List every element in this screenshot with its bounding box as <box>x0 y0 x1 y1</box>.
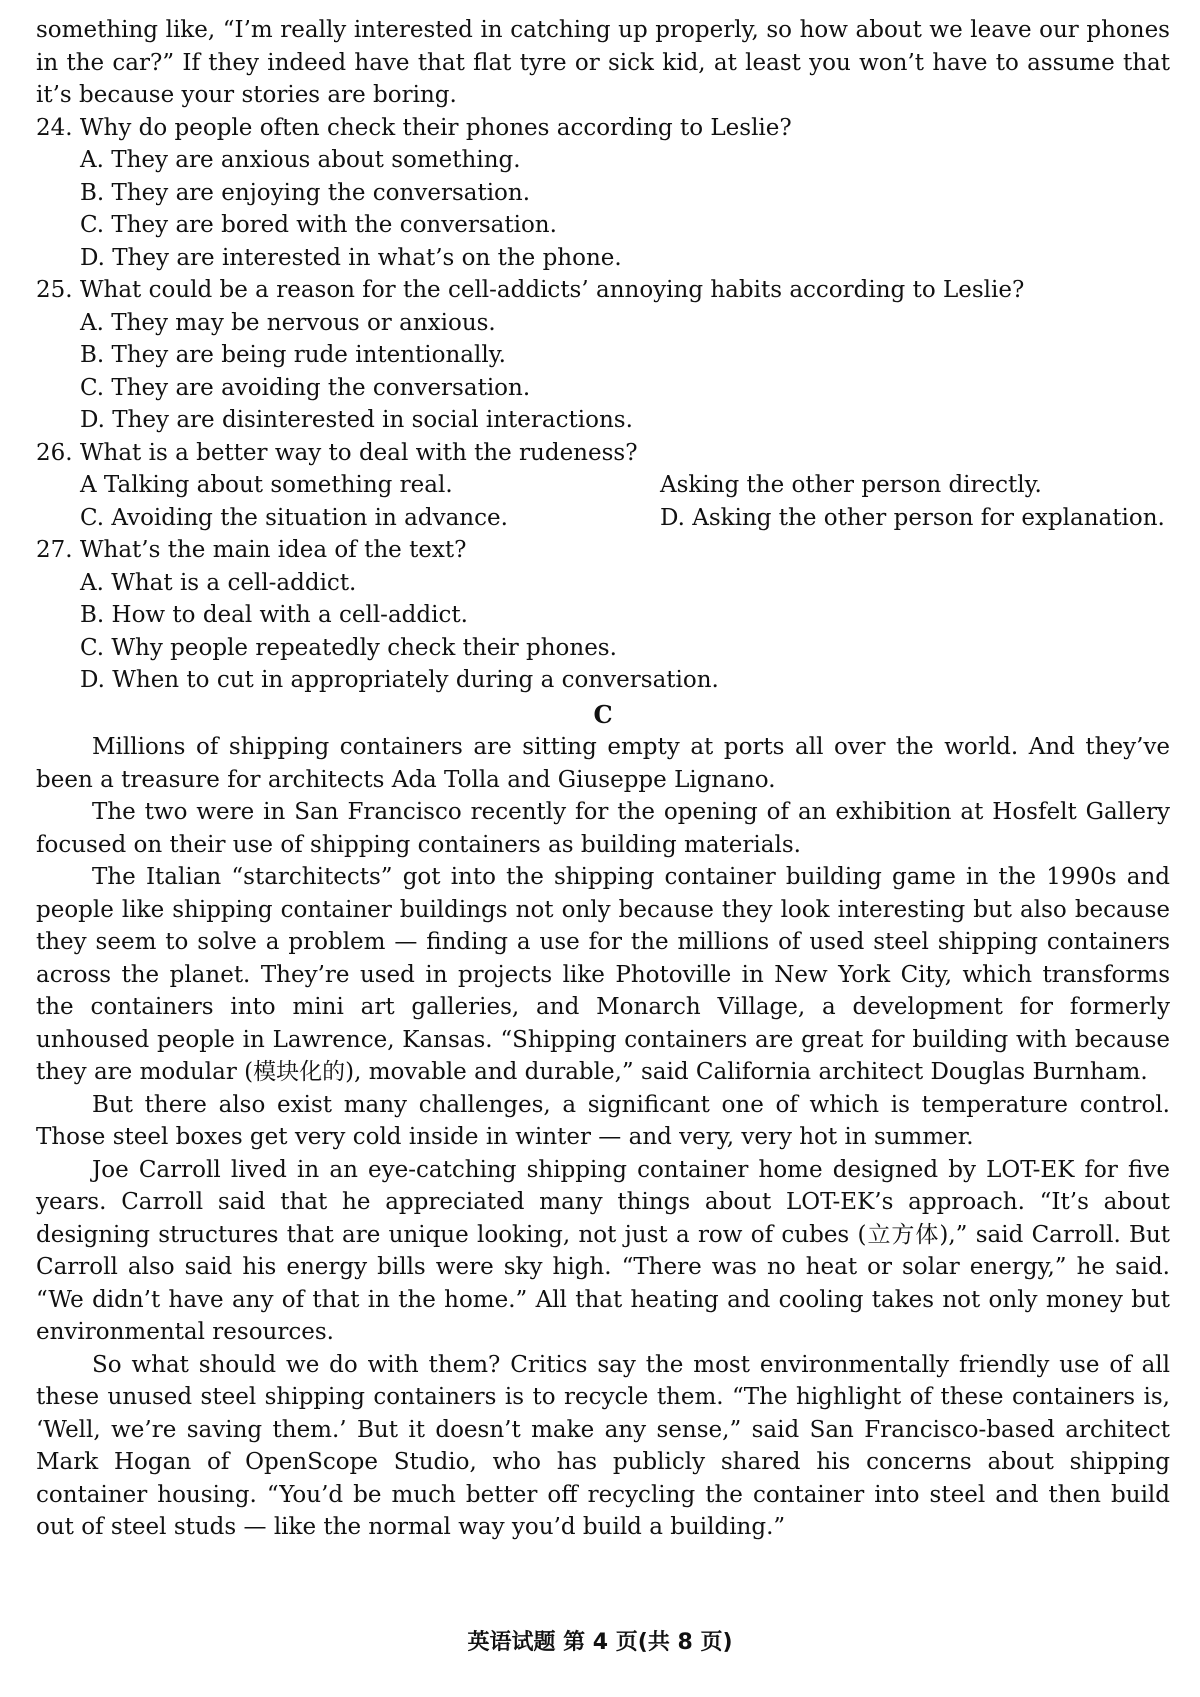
option-c: C. Why people repeatedly check their phones. <box>80 634 617 661</box>
option-b: B. How to deal with a cell-addict. <box>80 602 468 628</box>
question-stem: 27. What’s the main idea of the text? <box>36 537 467 563</box>
option-a: A. They may be nervous or anxious. <box>80 309 496 336</box>
option-b: Asking the other person directly. <box>660 472 1042 498</box>
option-d: D. They are disinterested in social interactions. <box>80 407 633 433</box>
option-c: C. They are bored with the conversation. <box>80 212 557 238</box>
options-row-1 <box>80 469 1170 502</box>
question-stem: 25. What could be a reason for the cell-addicts’ annoying habits according to Leslie? <box>36 277 1025 303</box>
passage-paragraph: Millions of shipping containers are sitting empty at ports all over the world. And they’ve been a treasure for architects Ada Tolla and Giuseppe Lignano. <box>36 734 1170 793</box>
option-c: C. Avoiding the situation in advance. <box>80 504 508 531</box>
passage-paragraph: But there also exist many challenges, a significant one of which is temperature control. Those steel boxes get very cold inside in winter — and very, very hot in summer. <box>36 1091 1170 1150</box>
passage-paragraph: Joe Carroll lived in an eye-catching shipping container home designed by LOT-EK for five years. Carroll said that he appreciated many things about LOT-EK’s approach. “It’s about designing structures that are unique looking, not just a row of cubes (立方体),” said Carroll. But Carroll also said his energy bills were sky high. “There was no heat or solar energy,” he said. “We didn’t have any of that in the home.” All that heating and cooling takes not only money but environmental resources. <box>36 1156 1170 1345</box>
passage-paragraph: The Italian “starchitects” got into the shipping container building game in the 1990s and people like shipping container buildings not only because they look interesting but also because they seem to solve a problem — finding a use for the millions of used steel shipping containers across the planet. They’re used in projects like Photoville in New York City, which transforms the containers into mini art galleries, and Monarch Village, a development for formerly unhoused people in Lawrence, Kansas. “Shipping containers are great for building with because they are modular (模块化的), movable and durable,” said California architect Douglas Burnham. <box>36 864 1170 1085</box>
question-26 <box>36 437 1170 535</box>
question-25 <box>36 274 1170 437</box>
passage-b-tail: something like, “I’m really interested in catching up properly, so how about we leave our phones in the car?” If they indeed have that flat tyre or sick kid, at least you won’t have to assume that it’s because your stories are boring. <box>36 17 1170 108</box>
option-d: D. Asking the other person for explanation. <box>660 504 1165 531</box>
option-d: D. When to cut in appropriately during a conversation. <box>80 667 719 693</box>
option-a: A Talking about something real. <box>80 472 453 498</box>
option-d: D. They are interested in what’s on the phone. <box>80 244 622 271</box>
option-b: B. They are enjoying the conversation. <box>80 179 531 206</box>
question-27 <box>36 534 1170 697</box>
option-b: B. They are being rude intentionally. <box>80 342 506 368</box>
passage-paragraph: So what should we do with them? Critics say the most environmentally friendly use of all these unused steel shipping containers is to recycle them. “The highlight of these containers is, ‘Well, we’re saving them.’ But it doesn’t make any sense,” said San Francisco-based architect Mark Hogan of OpenScope Studio, who has publicly shared his concerns about shipping container housing. “You’d be much better off recycling the container into steel and then build out of steel studs — like the normal way you’d build a building.” <box>36 1351 1170 1540</box>
section-c-passage <box>36 731 1170 1544</box>
question-24 <box>36 112 1170 275</box>
section-c-heading: C <box>593 699 613 729</box>
option-a: A. What is a cell-addict. <box>80 569 357 596</box>
option-a: A. They are anxious about something. <box>80 147 521 173</box>
question-stem: 24. Why do people often check their phones according to Leslie? <box>36 114 792 141</box>
question-stem: 26. What is a better way to deal with the rudeness? <box>36 439 638 466</box>
option-c: C. They are avoiding the conversation. <box>80 374 531 401</box>
options-row-2 <box>80 502 1170 535</box>
passage-paragraph: The two were in San Francisco recently for the opening of an exhibition at Hosfelt Gallery focused on their use of shipping containers as building materials. <box>36 799 1170 858</box>
page-footer: 英语试题 第 4 页(共 8 页) <box>467 1630 733 1655</box>
